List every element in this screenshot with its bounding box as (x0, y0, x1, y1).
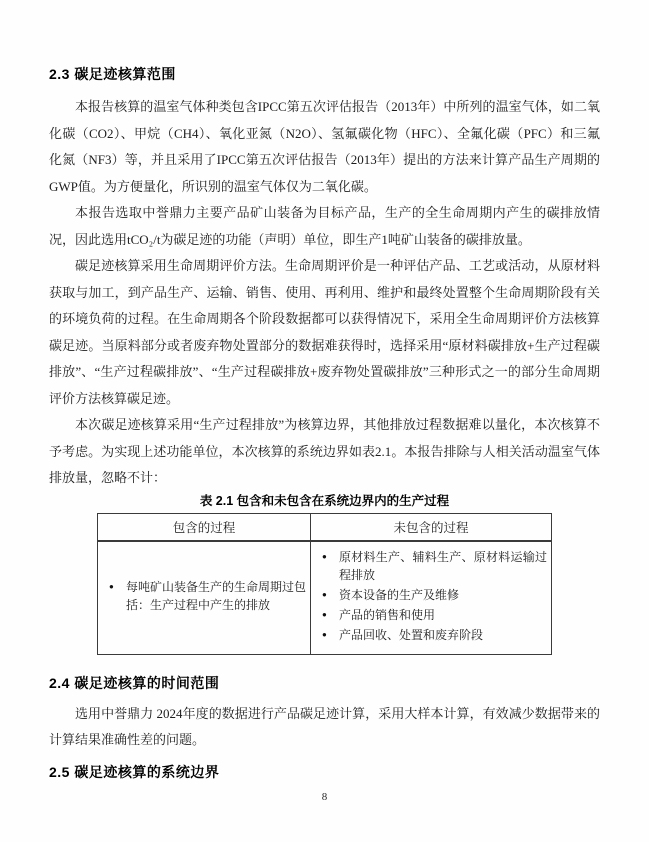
bullet-icon: ● (322, 551, 327, 561)
section-heading-2-4: 2.4 碳足迹核算的时间范围 (49, 674, 220, 691)
table-header-row (98, 513, 552, 541)
included-processes-cell (98, 541, 311, 655)
table-body-row (98, 541, 552, 655)
table-caption: 表 2.1 包含和未包含在系统边界内的生产过程 (199, 493, 450, 508)
paragraph-time-scope: 选用中誉鼎力 2024年度的数据进行产品碳足迹计算，采用大样本计算，有效减少数据带来的计算结果准确性差的问题。 (49, 705, 600, 747)
list-item (102, 578, 306, 614)
bullet-icon: ● (322, 629, 327, 639)
list-item (315, 548, 547, 584)
paragraph-functional-unit: 本报告选取中誉鼎力主要产品矿山装备为目标产品，生产的全生命周期内产生的碳排放情况，因此选用tCO₂/t为碳足迹的功能（声明）单位，即生产1吨矿山装备的碳排放量。 (49, 205, 600, 247)
table-header-included: 包含的过程 (98, 513, 311, 541)
bullet-icon: ● (322, 589, 327, 599)
section-heading-2-3: 2.3 碳足迹核算范围 (49, 66, 176, 82)
page-number: 8 (321, 791, 328, 803)
paragraph-ghg-types: 本报告核算的温室气体种类包含IPCC第五次评估报告（2013年）中所列的温室气体，如二氧化碳（CO2）、甲烷（CH4）、氧化亚氮（N2O）、氢氟碳化物（HFC）、全氟化碳（PFC）和三氟化氮（NF3）等，并且采用了IPCC第五次评估报告（2013年）提出的方法来计算产品生产周期的GWP值。为方便量化，所识别的温室气体仅为二氧化碳。 (49, 99, 600, 194)
excluded-item-text: 产品回收、处置和废弃阶段 (339, 627, 484, 642)
included-item-text: 每吨矿山装备生产的生命周期过包括：生产过程中产生的排放 (126, 579, 307, 612)
bullet-icon: ● (322, 609, 327, 619)
bullet-icon: ● (109, 581, 114, 591)
excluded-processes-cell (311, 541, 552, 655)
paragraph-lca-method: 碳足迹核算采用生命周期评价方法。生命周期评价是一种评估产品、工艺或活动，从原材料获取与加工，到产品生产、运输、销售、使用、再利用、维护和最终处置整个生命周期阶段有关的环境负荷的过程。在生命周期各个阶段数据都可以获得情况下，采用全生命周期评价方法核算碳足迹。当原料部分或者废弃物处置部分的数据难获得时，选择采用“原材料碳排放+生产过程碳排放”、“生产过程碳排放”、“生产过程碳排放+废弃物处置碳排放”三种形式之一的部分生命周期评价方法核算碳足迹。 (49, 258, 600, 406)
table-header-excluded: 未包含的过程 (311, 513, 552, 541)
page-content (49, 64, 600, 782)
paragraph-accounting-boundary: 本次碳足迹核算采用“生产过程排放”为核算边界，其他排放过程数据难以量化，本次核算不予考虑。为实现上述功能单位，本次核算的系统边界如表2.1。本报告排除与人相关活动温室气体排放量，忽略不计： (49, 417, 600, 485)
list-item (315, 606, 547, 624)
excluded-item-text: 资本设备的生产及维修 (339, 587, 460, 602)
system-boundary-table (97, 513, 552, 655)
excluded-item-text: 产品的销售和使用 (339, 607, 436, 622)
section-heading-2-5: 2.5 碳足迹核算的系统边界 (49, 763, 220, 780)
list-item (315, 586, 547, 604)
list-item (315, 626, 547, 644)
excluded-item-text: 原材料生产、辅料生产、原材料运输过程排放 (339, 549, 547, 582)
